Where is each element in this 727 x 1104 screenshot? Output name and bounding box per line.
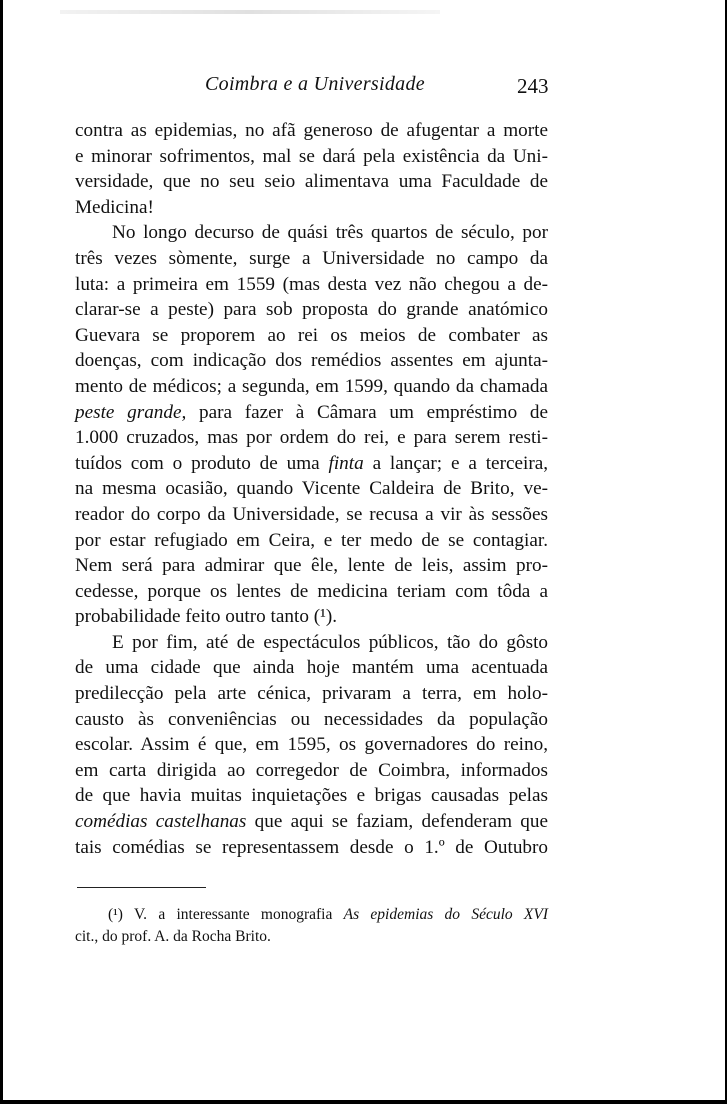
text-line: contra as epidemias, no afã generoso de afugentar a morte bbox=[75, 120, 548, 141]
italic-word: finta bbox=[328, 452, 364, 474]
text-segment: tuídos com o produto de uma bbox=[75, 452, 320, 474]
footnote bbox=[75, 904, 548, 948]
text-line: escolar. Assim é que, em 1595, os governadores do reino, bbox=[75, 734, 548, 756]
text-line: causto às conveniências ou necessidades da população bbox=[75, 708, 548, 730]
text-line: probabilidade feito outro tanto (¹). bbox=[75, 606, 338, 628]
text-line: predilecção pela arte cénica, privaram a terra, em holo- bbox=[75, 683, 548, 705]
text-line: Guevara se proporem ao rei os meios de combater as bbox=[75, 324, 548, 346]
text-line: cedesse, porque os lentes de medicina teriam com tôda a bbox=[75, 580, 548, 602]
text-line: tais comédias se representassem desde o 1.º de Outubro bbox=[75, 836, 548, 858]
paragraph-start: No longo decurso de quási três quartos de século, por bbox=[112, 222, 548, 244]
text-segment: para fazer à Câmara um empréstimo de bbox=[199, 401, 548, 423]
text-line bbox=[75, 400, 548, 426]
page-number: 243 bbox=[517, 74, 549, 98]
text-line: por estar refugiado em Ceira, e ter medo de se contagiar. bbox=[75, 529, 548, 551]
text-line: de que havia muitas inquietações e brigas causadas pelas bbox=[75, 785, 548, 807]
text-line: luta: a primeira em 1559 (mas desta vez não chegou a de- bbox=[75, 273, 548, 295]
text-segment: que aqui se faziam, defenderam que bbox=[254, 811, 549, 833]
italic-phrase: peste grande, bbox=[75, 401, 187, 423]
footnote-divider bbox=[77, 887, 206, 888]
footnote-title: As epidemias do Século XVI bbox=[343, 906, 549, 923]
text-line: clarar-se a peste) para sob proposta do grande anatómico bbox=[75, 299, 548, 321]
text-line bbox=[75, 451, 548, 477]
italic-phrase: comédias castelhanas bbox=[75, 811, 247, 833]
footnote-text: V. a interessante monografia bbox=[133, 906, 333, 923]
text-line: em carta dirigida ao corregedor de Coimbra, informados bbox=[75, 759, 548, 781]
scan-smudge bbox=[60, 10, 440, 14]
text-line: mento de médicos; a segunda, em 1599, quando da chamada bbox=[75, 375, 548, 397]
text-line: de uma cidade que ainda hoje mantém uma acentuada bbox=[75, 657, 548, 679]
text-line: 1.000 cruzados, mas por ordem do rei, e para serem resti- bbox=[75, 427, 548, 449]
running-title: Coimbra e a Universidade bbox=[205, 73, 425, 95]
footnote-marker: (¹) bbox=[108, 906, 123, 923]
text-line: doenças, com indicação dos remédios assentes em ajunta- bbox=[75, 350, 548, 372]
text-line: versidade, que no seu seio alimentava uma Faculdade de bbox=[75, 171, 548, 193]
text-line: Medicina! bbox=[75, 196, 154, 218]
text-line: três vezes sòmente, surge a Universidade no campo da bbox=[75, 247, 548, 269]
text-line: Nem será para admirar que êle, lente de leis, assim pro- bbox=[75, 555, 548, 577]
text-line bbox=[75, 809, 548, 835]
paragraph-start: E por fim, até de espectáculos públicos, tão do gôsto bbox=[112, 631, 548, 653]
footnote-line bbox=[75, 904, 548, 926]
text-line: na mesma ocasião, quando Vicente Caldeira de Brito, ve- bbox=[75, 478, 548, 500]
body-text bbox=[75, 118, 548, 860]
text-line: e minorar sofrimentos, mal se dará pela existência da Uni- bbox=[75, 145, 548, 167]
text-line: reador do corpo da Universidade, se recusa a vir às sessões bbox=[75, 503, 548, 525]
text-segment: a lançar; e a terceira, bbox=[372, 452, 549, 474]
footnote-line: cit., do prof. A. da Rocha Brito. bbox=[75, 928, 271, 945]
